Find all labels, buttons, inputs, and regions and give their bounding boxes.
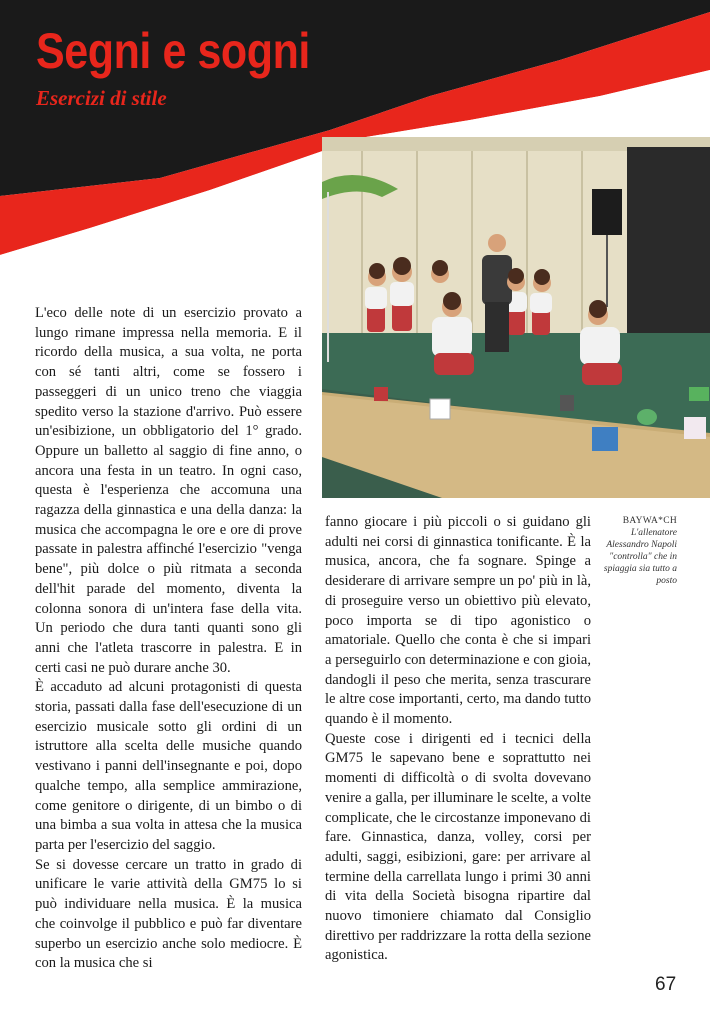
left-column [35,304,302,974]
right-column [325,513,591,966]
paragraph: È accaduto ad alcuni protagonisti di questa storia, passati dalla fase dell'esecuzione di un esercizio musicale sotto gli ordini di un istruttore alla scelta delle musiche quando vestivano i panni dell'insegnante e poi, dopo qualche tempo, alla semplice ammirazione, come genitore o dirigente, di un bimbo o di una bimba a sua volta in attesa che la musica parta per l'esercizio del saggio. [35,679,302,853]
photo-caption [594,515,677,587]
photo-gymnastics-class [322,137,710,498]
paragraph: L'eco delle note di un esercizio provato a lungo rimane impressa nella memoria. E il ricordo della musica, a sua volta, ne porta con sé tanti altri, come se fossero i passeggeri di un unico treno che viaggia spedito verso la stazione d'arrivo. Può essere un'esibizione, un obbligatorio del 1° grado. Oppure un balletto al saggio di fine anno, o ancora una festa in un teatro. In ogni caso, questa è l'esperienza che accomuna una ragazza della ginnastica e una della danza: la musica che accompagna le ore e ore di prove passate in palestra affinché l'esercizio "venga bene", più dolce o più ritmata a seconda dell'hit parade del momento, diventa la colonna sonora di un'intera fase della vita. Un periodo che dura tanti quanti sono gli anni che l'atleta trascorre in palestra. E in certi casi ne può durare anche 30. [35,305,302,676]
caption-title: BAYWA*CH [622,516,677,526]
paragraph: fanno giocare i più piccoli o si guidano gli adulti nei corsi di ginnastica tonificante. È la musica, ancora, che fa sognare. Spinge a desiderare di arrivare sempre un po' più in là, di proseguire verso un obiettivo più elevato, poco importa se di tipo agonistico o amatoriale. Quello che conta è che si impari a perseguirlo con determinazione e con gioia, dandogli il peso che merita, senza trascurare le altre cose importanti, certo, ma dando tutto quando è il momento. [325,514,591,728]
page-subtitle: Esercizi di stile [36,86,167,110]
page-number: 67 [655,974,677,995]
paragraph: Queste cose i dirigenti ed i tecnici della GM75 le sapevano bene e soprattutto nei momenti di difficoltà o di svolta dovevano venire a galla, per illuminare le scelte, a volte complicate, che le circostanze imponevano di fare. Ginnastica, danza, volley, corsi per adulti, saggi, esibizioni, gare: per arrivare al termine della carrellata lungo i primi 30 anni di vita della Società bisogna ripartire dal nuovo timoniere chiamato dal Consiglio direttivo per raddrizzare la rotta della sezione agonistica. [325,730,591,964]
caption-text: L'allenatore Alessandro Napoli "controlla" che in spiaggia sia tutto a posto [603,528,677,586]
page-title: Segni e sogni [36,23,310,79]
paragraph: Se si dovesse cercare un tratto in grado di unificare le varie attività della GM75 lo si può individuare nella musica. È la musica che coinvolge il pubblico e può far diventare superbo un esercizio anche solo mediocre. È con la musica che si [35,856,302,972]
